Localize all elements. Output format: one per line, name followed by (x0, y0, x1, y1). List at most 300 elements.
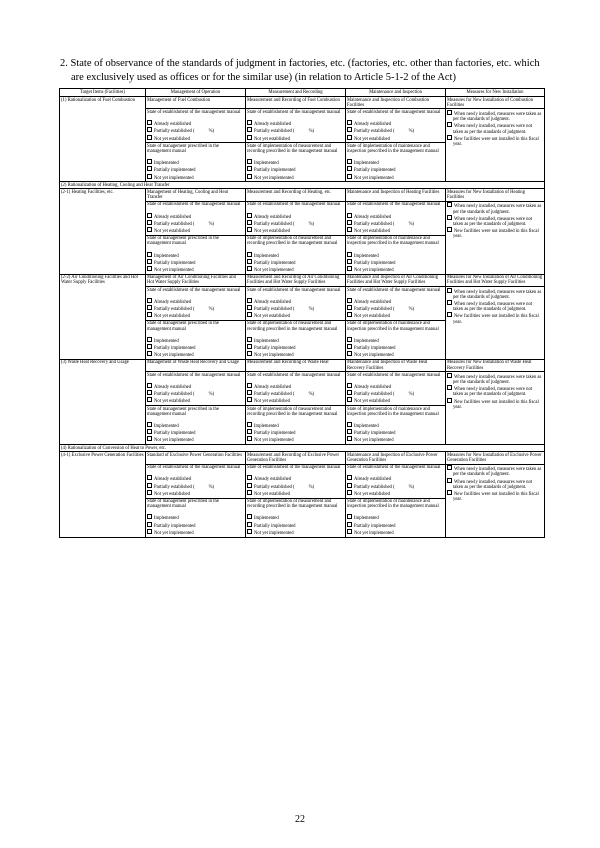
header-row (60, 89, 545, 97)
checkbox-option[interactable] (247, 227, 344, 234)
checkbox-option[interactable] (447, 398, 543, 410)
checkbox-icon[interactable] (447, 312, 452, 317)
checkbox-icon[interactable] (347, 483, 352, 488)
checkbox-icon[interactable] (247, 344, 252, 349)
checkbox-icon[interactable] (247, 266, 252, 271)
checkbox-icon[interactable] (147, 120, 152, 125)
checkbox-icon[interactable] (147, 483, 152, 488)
implementation-title: State of management prescribed in the management manual (147, 236, 219, 247)
checkbox-icon[interactable] (247, 213, 252, 218)
option-label: Not yet implemented (154, 175, 194, 181)
section-header: Maintenance and Inspection of Heating Facilities (346, 189, 446, 201)
checkbox-option[interactable] (247, 390, 344, 397)
checkbox-option[interactable] (147, 383, 244, 390)
checkbox-icon[interactable] (347, 475, 352, 480)
checkbox-option[interactable] (247, 436, 344, 443)
checkbox-icon[interactable] (147, 305, 152, 310)
implementation-cell (246, 143, 346, 182)
checkbox-icon[interactable] (447, 202, 452, 207)
checkbox-icon[interactable] (147, 351, 152, 356)
checkbox-icon[interactable] (147, 514, 152, 519)
checkbox-icon[interactable] (247, 159, 252, 164)
checkbox-option[interactable] (347, 483, 444, 490)
checkbox-icon[interactable] (347, 514, 352, 519)
checkbox-icon[interactable] (347, 305, 352, 310)
option-label: Already established (154, 214, 192, 220)
checkbox-icon[interactable] (147, 259, 152, 264)
checkbox-icon[interactable] (247, 259, 252, 264)
checkbox-option[interactable] (147, 529, 244, 536)
section-header: Measurement and Recording of Air Conditioning Facilities and Hot Water Supply Facilities (246, 274, 346, 286)
option-label: Implemented (254, 424, 279, 430)
checkbox-option[interactable] (247, 259, 344, 266)
section-header-row (60, 359, 545, 371)
checkbox-icon[interactable] (347, 120, 352, 125)
checkbox-option[interactable] (447, 135, 543, 147)
checkbox-icon[interactable] (247, 252, 252, 257)
checkbox-option[interactable] (347, 127, 444, 134)
checkbox-icon[interactable] (147, 522, 152, 527)
checkbox-option[interactable] (347, 390, 444, 397)
checkbox-option[interactable] (247, 483, 344, 490)
establishment-cell (246, 109, 346, 143)
column-header: Measurement and Recording (246, 89, 346, 97)
checkbox-option[interactable] (147, 351, 244, 358)
checkbox-icon[interactable] (247, 220, 252, 225)
checkbox-option[interactable] (147, 390, 244, 397)
checkbox-option[interactable] (147, 436, 244, 443)
checkbox-icon[interactable] (347, 266, 352, 271)
checkbox-option[interactable] (347, 266, 444, 273)
checkbox-icon[interactable] (147, 220, 152, 225)
checkbox-option[interactable] (147, 475, 244, 482)
checkbox-icon[interactable] (247, 429, 252, 434)
checkbox-icon[interactable] (347, 166, 352, 171)
checkbox-icon[interactable] (347, 429, 352, 434)
checkbox-icon[interactable] (247, 305, 252, 310)
checkbox-icon[interactable] (447, 478, 452, 483)
checkbox-icon[interactable] (447, 300, 452, 305)
option-label: Implemented (254, 338, 279, 344)
checkbox-icon[interactable] (147, 397, 152, 402)
checkbox-option[interactable] (247, 159, 344, 166)
target-item: (1) Rationalization of Fuel Combustion (60, 97, 146, 182)
percent-suffix: %) (408, 221, 415, 227)
checkbox-icon[interactable] (347, 390, 352, 395)
checkbox-icon[interactable] (147, 227, 152, 232)
establishment-title: State of establishment of the management manual (147, 202, 241, 208)
implementation-cell (346, 498, 446, 537)
checkbox-option[interactable] (347, 490, 444, 497)
checkbox-icon[interactable] (247, 135, 252, 140)
establishment-cell (146, 287, 246, 321)
checkbox-icon[interactable] (347, 159, 352, 164)
option-label: Already established (354, 477, 392, 483)
checkbox-option[interactable] (247, 514, 344, 521)
checkbox-icon[interactable] (147, 429, 152, 434)
checkbox-option[interactable] (147, 166, 244, 173)
checkbox-option[interactable] (247, 305, 344, 312)
option-label: Not yet established (354, 491, 390, 497)
checkbox-icon[interactable] (447, 465, 452, 470)
checkbox-option[interactable] (347, 436, 444, 443)
checkbox-icon[interactable] (447, 122, 452, 127)
establishment-cell (146, 109, 246, 143)
checkbox-option[interactable] (247, 429, 344, 436)
checkbox-icon[interactable] (347, 252, 352, 257)
checkbox-option[interactable] (147, 259, 244, 266)
checkbox-option[interactable] (147, 483, 244, 490)
checkbox-icon[interactable] (447, 135, 452, 140)
checkbox-icon[interactable] (147, 166, 152, 171)
checkbox-option[interactable] (447, 465, 543, 477)
checkbox-icon[interactable] (147, 344, 152, 349)
implementation-cell (246, 498, 346, 537)
option-label: Not yet established (354, 136, 390, 142)
checkbox-icon[interactable] (247, 174, 252, 179)
checkbox-icon[interactable] (247, 227, 252, 232)
checkbox-option[interactable] (347, 337, 444, 344)
checkbox-option[interactable] (347, 312, 444, 319)
checkbox-option[interactable] (247, 312, 344, 319)
page-number: 22 (295, 814, 305, 825)
checkbox-option[interactable] (147, 266, 244, 273)
target-item: (2-1) Heating Facilities, etc. (60, 189, 146, 274)
checkbox-option[interactable] (347, 514, 444, 521)
checkbox-icon[interactable] (447, 398, 452, 403)
checkbox-icon[interactable] (247, 483, 252, 488)
checkbox-icon[interactable] (347, 436, 352, 441)
checkbox-icon[interactable] (247, 529, 252, 534)
checkbox-icon[interactable] (347, 337, 352, 342)
checkbox-option[interactable] (247, 383, 344, 390)
checkbox-option[interactable] (147, 120, 244, 127)
option-label: Not yet established (154, 228, 190, 234)
option-label: Implemented (154, 516, 179, 522)
checkbox-option[interactable] (147, 312, 244, 319)
checkbox-option[interactable] (347, 305, 444, 312)
checkbox-icon[interactable] (347, 312, 352, 317)
column-header: Target Items (Facilities) (60, 89, 146, 97)
checkbox-option[interactable] (347, 522, 444, 529)
option-label: Not yet implemented (354, 175, 394, 181)
standards-table (59, 88, 545, 538)
checkbox-option[interactable] (247, 475, 344, 482)
checkbox-option[interactable] (247, 166, 344, 173)
option-label: Implemented (254, 161, 279, 167)
section-header: Maintenance and Inspection of Exclusive Power Generation Facilities (346, 452, 446, 464)
checkbox-option[interactable] (247, 422, 344, 429)
checkbox-icon[interactable] (247, 390, 252, 395)
checkbox-icon[interactable] (347, 227, 352, 232)
checkbox-icon[interactable] (347, 529, 352, 534)
checkbox-icon[interactable] (247, 490, 252, 495)
checkbox-icon[interactable] (347, 422, 352, 427)
checkbox-option[interactable] (247, 344, 344, 351)
checkbox-icon[interactable] (147, 422, 152, 427)
checkbox-icon[interactable] (347, 490, 352, 495)
checkbox-icon[interactable] (247, 298, 252, 303)
establishment-title: State of establishment of the management manual (347, 372, 441, 378)
implementation-cell (146, 143, 246, 182)
checkbox-icon[interactable] (247, 312, 252, 317)
checkbox-option[interactable] (147, 220, 244, 227)
checkbox-option[interactable] (347, 227, 444, 234)
section-header: Measurement and Recording of Heating, etc. (246, 189, 346, 201)
checkbox-icon[interactable] (147, 135, 152, 140)
checkbox-icon[interactable] (247, 351, 252, 356)
checkbox-option[interactable] (247, 529, 344, 536)
establishment-title: State of establishment of the management manual (147, 287, 241, 293)
checkbox-option[interactable] (447, 490, 543, 502)
checkbox-icon[interactable] (347, 220, 352, 225)
checkbox-option[interactable] (147, 305, 244, 312)
checkbox-option[interactable] (447, 215, 543, 227)
option-label: Partially implemented (354, 168, 396, 174)
checkbox-icon[interactable] (347, 383, 352, 388)
checkbox-option[interactable] (147, 422, 244, 429)
checkbox-icon[interactable] (247, 522, 252, 527)
implementation-title: State of implementation of measurement and recording prescribed in the management manual (247, 321, 338, 332)
option-label: When newly installed, measures were taken as per the standards of judgment. (453, 374, 542, 386)
checkbox-icon[interactable] (147, 383, 152, 388)
checkbox-icon[interactable] (247, 383, 252, 388)
option-label: Not yet established (154, 491, 190, 497)
implementation-cell (146, 406, 246, 445)
checkbox-option[interactable] (147, 337, 244, 344)
establishment-title: State of establishment of the management manual (147, 372, 241, 378)
checkbox-icon[interactable] (347, 174, 352, 179)
checkbox-icon[interactable] (147, 298, 152, 303)
checkbox-option[interactable] (147, 227, 244, 234)
checkbox-option[interactable] (247, 213, 344, 220)
checkbox-option[interactable] (347, 397, 444, 404)
checkbox-option[interactable] (247, 337, 344, 344)
option-label: Not yet implemented (354, 530, 394, 536)
option-label: Partially implemented (354, 346, 396, 351)
checkbox-option[interactable] (247, 522, 344, 529)
checkbox-icon[interactable] (247, 166, 252, 171)
implementation-title: State of management prescribed in the management manual (147, 143, 219, 154)
checkbox-option[interactable] (447, 478, 543, 490)
checkbox-icon[interactable] (447, 373, 452, 378)
checkbox-option[interactable] (147, 429, 244, 436)
checkbox-option[interactable] (147, 174, 244, 181)
option-label: When newly installed, measures were taken as per the standards of judgment. (453, 289, 542, 300)
option-label: Already established (154, 299, 192, 305)
checkbox-icon[interactable] (347, 351, 352, 356)
checkbox-icon[interactable] (447, 215, 452, 220)
checkbox-option[interactable] (347, 159, 444, 166)
section-header: Management of Heating, Cooling and Heat Transfer (146, 189, 246, 201)
implementation-title: State of implementation of maintenance and inspection prescribed in the management manual (347, 406, 439, 417)
checkbox-option[interactable] (147, 127, 244, 134)
option-label: Partially established ( (354, 129, 395, 135)
checkbox-option[interactable] (447, 288, 543, 300)
implementation-title: State of implementation of maintenance and inspection prescribed in the management manual (347, 499, 439, 510)
section-header: Management of Fuel Combustion (146, 97, 246, 109)
checkbox-icon[interactable] (347, 213, 352, 218)
percent-suffix: %) (408, 392, 415, 398)
checkbox-option[interactable] (347, 135, 444, 142)
checkbox-option[interactable] (347, 166, 444, 173)
checkbox-option[interactable] (347, 475, 444, 482)
checkbox-icon[interactable] (247, 436, 252, 441)
checkbox-icon[interactable] (147, 436, 152, 441)
establishment-title: State of establishment of the management manual (247, 372, 341, 378)
checkbox-icon[interactable] (147, 390, 152, 395)
checkbox-option[interactable] (347, 422, 444, 429)
checkbox-option[interactable] (147, 344, 244, 351)
checkbox-option[interactable] (447, 227, 543, 239)
percent-suffix: %) (408, 484, 415, 490)
checkbox-option[interactable] (347, 344, 444, 351)
checkbox-option[interactable] (247, 220, 344, 227)
checkbox-option[interactable] (347, 220, 444, 227)
checkbox-option[interactable] (447, 300, 543, 312)
checkbox-icon[interactable] (247, 120, 252, 125)
checkbox-icon[interactable] (147, 266, 152, 271)
checkbox-icon[interactable] (147, 159, 152, 164)
checkbox-icon[interactable] (347, 397, 352, 402)
option-label: Implemented (154, 253, 179, 259)
checkbox-option[interactable] (247, 252, 344, 259)
checkbox-option[interactable] (347, 213, 444, 220)
checkbox-option[interactable] (147, 159, 244, 166)
section-header: Measurement and Recording of Waste Heat (246, 359, 346, 371)
checkbox-option[interactable] (247, 127, 344, 134)
checkbox-option[interactable] (147, 522, 244, 529)
target-item: (2-2) Air Conditioning Facilities and Hot Water Supply Facilities (60, 274, 146, 359)
checkbox-option[interactable] (447, 110, 543, 122)
checkbox-icon[interactable] (147, 490, 152, 495)
checkbox-option[interactable] (247, 135, 344, 142)
checkbox-icon[interactable] (447, 227, 452, 232)
checkbox-icon[interactable] (447, 288, 452, 293)
checkbox-option[interactable] (147, 298, 244, 305)
checkbox-icon[interactable] (147, 127, 152, 132)
checkbox-icon[interactable] (347, 344, 352, 349)
checkbox-option[interactable] (447, 202, 543, 214)
option-label: Partially established ( (354, 392, 395, 398)
checkbox-option[interactable] (247, 351, 344, 358)
checkbox-option[interactable] (247, 298, 344, 305)
checkbox-option[interactable] (447, 385, 543, 397)
checkbox-icon[interactable] (147, 529, 152, 534)
checkbox-option[interactable] (147, 252, 244, 259)
section-header: Maintenance and Inspection of Waste Heat Recovery Facilities (346, 359, 446, 371)
checkbox-option[interactable] (347, 529, 444, 536)
checkbox-option[interactable] (347, 174, 444, 181)
checkbox-icon[interactable] (147, 252, 152, 257)
option-label: Implemented (354, 161, 379, 167)
checkbox-option[interactable] (247, 490, 344, 497)
checkbox-icon[interactable] (147, 213, 152, 218)
percent-suffix: %) (208, 129, 215, 135)
option-label: Partially implemented (354, 431, 396, 437)
checkbox-option[interactable] (447, 373, 543, 385)
option-label: Not yet implemented (154, 267, 194, 273)
option-label: New facilities were not installed in this fiscal year. (453, 399, 539, 410)
checkbox-option[interactable] (147, 490, 244, 497)
establishment-cell (346, 372, 446, 406)
checkbox-option[interactable] (347, 429, 444, 436)
option-label: New facilities were not installed in this fiscal year. (453, 492, 539, 503)
checkbox-option[interactable] (247, 120, 344, 127)
option-label: Partially implemented (254, 168, 296, 174)
option-label: Partially implemented (354, 523, 396, 529)
checkbox-icon[interactable] (147, 312, 152, 317)
option-label: Not yet implemented (354, 438, 394, 444)
checkbox-icon[interactable] (147, 174, 152, 179)
checkbox-option[interactable] (247, 174, 344, 181)
checkbox-icon[interactable] (247, 475, 252, 480)
checkbox-icon[interactable] (447, 110, 452, 115)
section-header: Maintenance and Inspection of Combustion Facilities (346, 97, 446, 109)
checkbox-option[interactable] (147, 213, 244, 220)
section-header: Measures for New Installation of Waste Heat Recovery Facilities (446, 359, 545, 371)
checkbox-option[interactable] (147, 514, 244, 521)
checkbox-icon[interactable] (247, 397, 252, 402)
checkbox-icon[interactable] (247, 127, 252, 132)
option-label: Already established (254, 385, 292, 391)
checkbox-icon[interactable] (247, 422, 252, 427)
checkbox-icon[interactable] (147, 475, 152, 480)
checkbox-option[interactable] (147, 135, 244, 142)
option-label: Already established (354, 385, 392, 391)
option-label: Partially implemented (254, 260, 296, 266)
checkbox-icon[interactable] (447, 490, 452, 495)
checkbox-option[interactable] (347, 351, 444, 358)
implementation-cell (146, 235, 246, 274)
checkbox-option[interactable] (347, 383, 444, 390)
option-label: When newly installed, measures were not taken as per the standards of judgment. (453, 479, 533, 490)
option-label: Partially implemented (254, 431, 296, 437)
option-label: Already established (154, 385, 192, 391)
option-label: Implemented (254, 516, 279, 522)
option-label: Already established (254, 477, 292, 483)
checkbox-option[interactable] (147, 397, 244, 404)
implementation-cell (246, 320, 346, 359)
checkbox-option[interactable] (247, 397, 344, 404)
checkbox-option[interactable] (447, 312, 543, 324)
checkbox-icon[interactable] (147, 337, 152, 342)
section-header: Measures for New Installation of Exclusive Power Generation Facilities (446, 452, 545, 464)
checkbox-icon[interactable] (447, 385, 452, 390)
section-title: (4) Rationalization of Conversion of Heat to Power, etc. (60, 445, 545, 452)
establishment-cell (246, 287, 346, 321)
checkbox-option[interactable] (347, 259, 444, 266)
option-label: Not yet established (154, 314, 190, 320)
checkbox-icon[interactable] (347, 135, 352, 140)
checkbox-option[interactable] (447, 122, 543, 134)
checkbox-option[interactable] (347, 298, 444, 305)
checkbox-icon[interactable] (347, 298, 352, 303)
checkbox-icon[interactable] (347, 127, 352, 132)
checkbox-icon[interactable] (347, 522, 352, 527)
checkbox-icon[interactable] (347, 259, 352, 264)
establishment-cell (346, 201, 446, 235)
checkbox-icon[interactable] (247, 514, 252, 519)
percent-suffix: %) (308, 484, 315, 490)
checkbox-option[interactable] (347, 252, 444, 259)
checkbox-option[interactable] (247, 266, 344, 273)
checkbox-icon[interactable] (247, 337, 252, 342)
section-header: Standard of Exclusive Power Generation Facilities (146, 452, 246, 464)
checkbox-option[interactable] (347, 120, 444, 127)
option-label: When newly installed, measures were taken as per the standards of judgment. (453, 467, 542, 478)
section-header: Measures for New Installation of Air Conditioning Facilities and Hot Water Supply Facilities (446, 274, 545, 286)
